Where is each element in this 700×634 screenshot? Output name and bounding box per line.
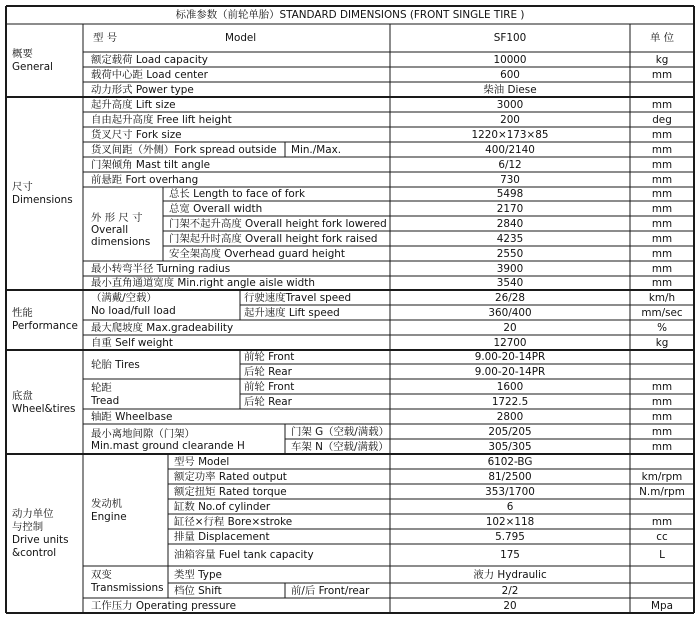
row-value: 6 [506, 501, 514, 513]
unit-header: 单 位 [649, 32, 675, 44]
row-unit: mm [651, 129, 673, 141]
row-unit: mm [651, 277, 673, 289]
row-value: 353/1700 [485, 486, 535, 498]
row-label: 总宽 Overall width [169, 203, 263, 215]
row-value: 175 [500, 549, 520, 561]
row-label: 货叉间距（外侧）Fork spread outside [91, 144, 277, 156]
table-title: 标准参数（前轮单胎）STANDARD DIMENSIONS (FRONT SINGLE TIRE ) [175, 9, 525, 21]
row-label: 额定功率 Rated output [174, 471, 287, 483]
tires-label: 轮胎 Tires [91, 359, 140, 371]
tread-front-label: 前轮 Front [244, 381, 295, 393]
model-header-label-en: Model [225, 32, 257, 44]
model-header-label: 型 号 [93, 32, 118, 44]
row-unit: km/rpm [641, 471, 683, 483]
row-value: 400/2140 [485, 144, 535, 156]
row-label: 档位 Shift [174, 585, 222, 597]
overall-group-label-en: Overall [91, 224, 129, 236]
row-label: 类型 Type [174, 569, 222, 581]
tread-front-value: 1600 [496, 381, 524, 393]
tire-front-value: 9.00-20-14PR [474, 351, 546, 363]
row-value: 2/2 [501, 585, 519, 597]
category-general: 概要 [12, 48, 33, 60]
row-unit: mm [651, 263, 673, 275]
category-power-en: &control [12, 547, 57, 559]
row-unit: mm [651, 396, 673, 408]
row-label: 最小直角通道宽度 Min.right angle aisle width [91, 277, 315, 289]
load-condition-label: （满戴/空载） [91, 292, 157, 304]
row-unit: mm [651, 69, 673, 81]
row-label: 行驶速度Travel speed [244, 292, 352, 304]
row-label: 总长 Length to face of fork [169, 188, 306, 200]
row-unit: cc [656, 531, 668, 543]
row-value: 6/12 [498, 159, 522, 171]
mast-clearance-value: 205/205 [488, 426, 532, 438]
row-unit: deg [652, 114, 672, 126]
row-label: 排量 Displacement [174, 531, 270, 543]
category-power: 与控制 [12, 521, 44, 533]
row-unit: mm [651, 99, 673, 111]
row-unit: kg [655, 337, 669, 349]
row-unit: mm [651, 203, 673, 215]
row-label: 油箱容量 Fuel tank capacity [174, 549, 314, 561]
row-label: 最大爬坡度 Max.gradeability [91, 322, 234, 334]
clearance-label: 最小离地间隙（门架） [91, 428, 195, 440]
row-value: 26/28 [495, 292, 525, 304]
category-general-en: General [12, 61, 53, 73]
row-value: 81/2500 [488, 471, 532, 483]
tire-rear-label: 后轮 Rear [244, 366, 292, 378]
row-unit: km/h [648, 292, 676, 304]
row-unit: N.m/rpm [639, 486, 685, 498]
row-value: 2800 [496, 411, 524, 423]
row-label: 载荷中心距 Load center [91, 69, 208, 81]
category-chassis-en: Wheel&tires [12, 403, 76, 415]
row-label: 缸数 No.of cylinder [174, 501, 271, 513]
row-value: 柴油 Diese [483, 84, 537, 96]
row-label: 起升高度 Lift size [91, 99, 176, 111]
category-dimensions: 尺寸 [12, 181, 33, 193]
row-label: 门架起升时高度 Overall height fork raised [169, 233, 378, 245]
row-label: 缸径×行程 Bore×stroke [174, 516, 293, 528]
tread-label-en: Tread [91, 395, 120, 407]
row-value: 600 [500, 69, 520, 81]
row-value: 10000 [493, 54, 527, 66]
row-label: 自由起升高度 Free lift height [91, 114, 232, 126]
row-value: 2840 [496, 218, 524, 230]
row-unit: mm [651, 248, 673, 260]
frame-clearance-label: 车架 N（空载/满载） [291, 441, 389, 453]
row-value: 6102-BG [487, 456, 533, 468]
row-unit: mm [651, 218, 673, 230]
row-label: 轴距 Wheelbase [91, 411, 173, 423]
row-value: 3900 [496, 263, 524, 275]
row-value: 200 [500, 114, 520, 126]
transmission-label: 双变 [91, 569, 112, 581]
row-value: 3540 [496, 277, 524, 289]
row-value: 1220×173×85 [471, 129, 549, 141]
row-value: 12700 [493, 337, 527, 349]
row-unit: mm [651, 516, 673, 528]
row-value: 5498 [496, 188, 524, 200]
row-label: 型号 Model [174, 456, 230, 468]
row-label: 最小转弯半径 Turning radius [91, 263, 231, 275]
row-unit: mm [651, 233, 673, 245]
row-value: 液力 Hydraulic [473, 569, 547, 581]
category-power: 动力单位 [12, 508, 54, 520]
category-chassis: 底盘 [12, 390, 33, 402]
row-unit: mm [651, 381, 673, 393]
category-performance-en: Performance [12, 320, 78, 332]
row-unit: mm [651, 426, 673, 438]
row-value: 3000 [496, 99, 524, 111]
row-unit: mm [651, 441, 673, 453]
row-label: 额定扭矩 Rated torque [174, 486, 287, 498]
row-label: 门架不起升高度 Overall height fork lowered [169, 218, 387, 230]
category-dimensions-en: Dimensions [12, 194, 73, 206]
row-sublabel: Min./Max. [291, 144, 342, 156]
engine-label-en: Engine [91, 511, 127, 523]
row-value: 4235 [496, 233, 524, 245]
overall-group-label: 外 形 尺 寸 [91, 212, 143, 224]
row-value: 5.795 [495, 531, 525, 543]
row-unit: kg [655, 54, 669, 66]
row-unit: Mpa [651, 600, 673, 612]
model-value: SF100 [493, 32, 527, 44]
row-unit: L [659, 549, 665, 561]
row-value: 20 [503, 322, 517, 334]
row-unit: % [657, 322, 667, 334]
tread-rear-label: 后轮 Rear [244, 396, 292, 408]
clearance-label-en: Min.mast ground clearande H [91, 440, 245, 452]
row-value: 730 [500, 174, 520, 186]
row-value: 102×118 [485, 516, 535, 528]
category-power-en: Drive units [12, 534, 69, 546]
row-value: 2550 [496, 248, 524, 260]
row-label: 前悬距 Fort overhang [91, 174, 199, 186]
tire-front-label: 前轮 Front [244, 351, 295, 363]
row-unit: mm/sec [641, 307, 683, 319]
mast-clearance-label: 门架 G（空载/满载） [291, 426, 389, 438]
engine-label: 发动机 [91, 498, 123, 510]
transmission-label-en: Transmissions [91, 582, 164, 594]
row-value: 2170 [496, 203, 524, 215]
row-value: 20 [503, 600, 517, 612]
tread-rear-value: 1722.5 [491, 396, 529, 408]
category-performance: 性能 [12, 307, 33, 319]
tire-rear-value: 9.00-20-14PR [474, 366, 546, 378]
row-unit: mm [651, 174, 673, 186]
row-unit: mm [651, 411, 673, 423]
row-label: 起升速度 Lift speed [244, 307, 340, 319]
row-unit: mm [651, 144, 673, 156]
row-label: 安全架高度 Overhead guard height [169, 248, 345, 260]
row-sublabel: 前/后 Front/rear [291, 585, 370, 597]
overall-group-label-en: dimensions [91, 236, 151, 248]
row-label: 门架倾角 Mast tilt angle [91, 159, 211, 171]
row-label: 额定载荷 Load capacity [91, 54, 208, 66]
row-label: 自重 Self weight [91, 337, 173, 349]
frame-clearance-value: 305/305 [488, 441, 532, 453]
row-unit: mm [651, 159, 673, 171]
row-label: 货叉尺寸 Fork size [91, 129, 182, 141]
row-unit: mm [651, 188, 673, 200]
row-value: 360/400 [488, 307, 532, 319]
row-label: 工作压力 Operating pressure [91, 600, 236, 612]
load-condition-label-en: No load/full load [91, 305, 176, 317]
tread-label: 轮距 [91, 382, 112, 394]
row-label: 动力形式 Power type [91, 84, 194, 96]
